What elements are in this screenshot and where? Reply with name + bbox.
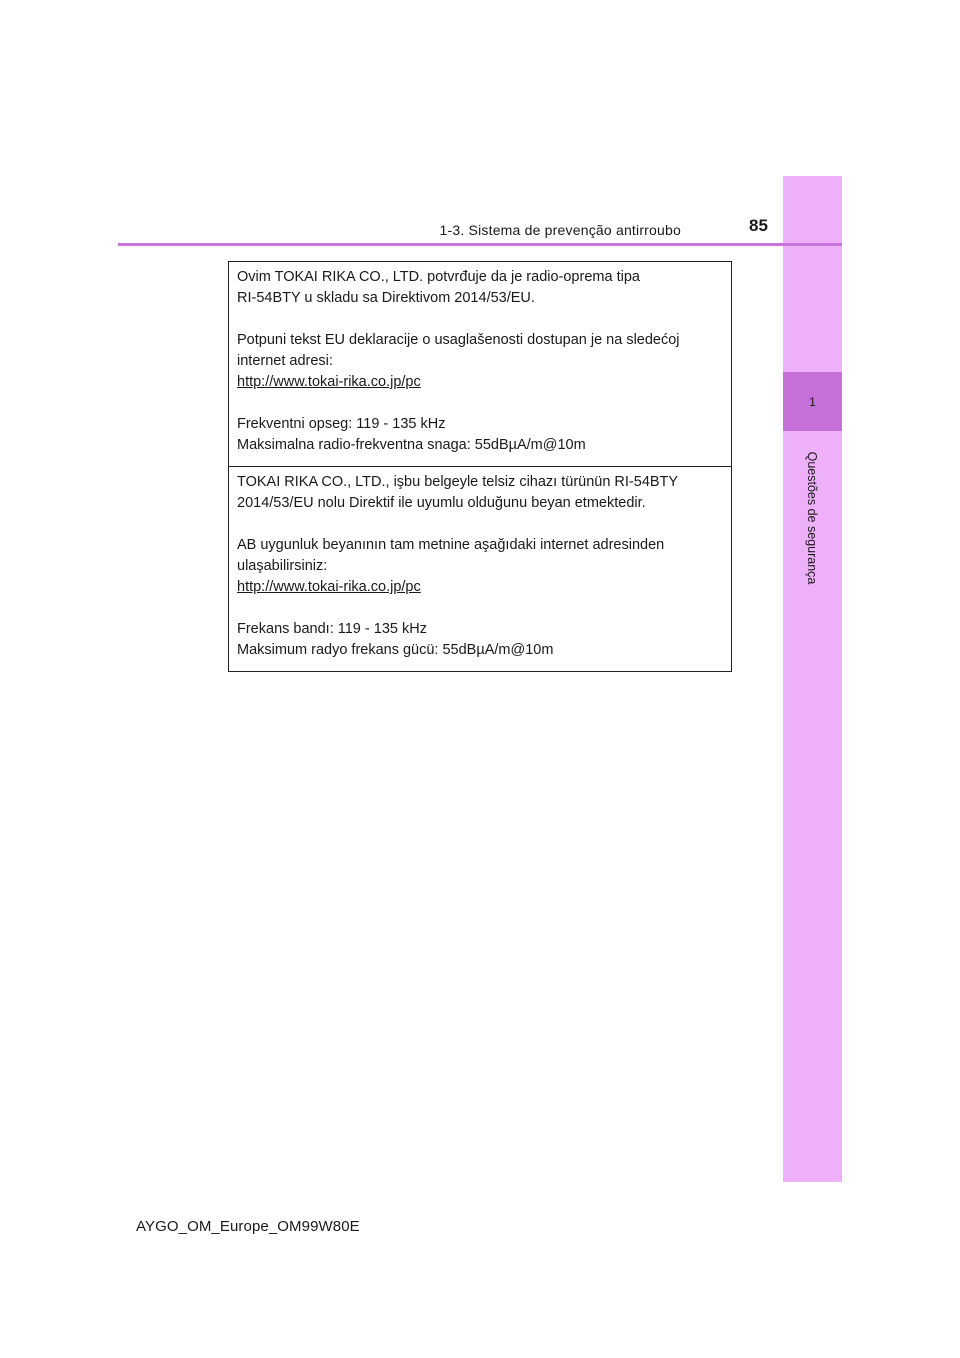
declaration-text: Ovim TOKAI RIKA CO., LTD. potvrđuje da je radio-oprema tipa <box>237 269 640 285</box>
declaration-text: TOKAI RIKA CO., LTD., işbu belgeyle telsiz cihazı türünün RI-54BTY <box>237 474 679 490</box>
frequency-text: Frekans bandı: 119 - 135 kHz <box>237 621 427 637</box>
declaration-text: ulaşabilirsiniz: <box>237 558 328 574</box>
declaration-link[interactable]: http://www.tokai-rika.co.jp/pc <box>237 579 421 595</box>
side-tab <box>783 176 842 1182</box>
header-rule <box>118 243 842 246</box>
document-footer: AYGO_OM_Europe_OM99W80E <box>136 1218 360 1235</box>
declaration-text: 2014/53/EU nolu Direktif ile uyumlu olduğunu beyan etmektedir. <box>237 495 646 511</box>
chapter-number: 1 <box>809 394 816 409</box>
section-title: 1-3. Sistema de prevenção antirroubo <box>439 222 681 238</box>
chapter-title: Questões de segurança <box>805 451 819 585</box>
declaration-text: AB uygunluk beyanının tam metnine aşağıdaki internet adresinden <box>237 537 665 553</box>
declaration-box <box>228 261 732 672</box>
declaration-text: internet adresi: <box>237 353 333 369</box>
declaration-link[interactable]: http://www.tokai-rika.co.jp/pc <box>237 374 421 390</box>
declaration-text: RI-54BTY u skladu sa Direktivom 2014/53/EU. <box>237 290 535 306</box>
chapter-number-box <box>783 372 842 431</box>
declaration-text: Potpuni tekst EU deklaracije o usaglašenosti dostupan je na sledećoj <box>237 332 680 348</box>
page-number: 85 <box>749 216 768 235</box>
power-text: Maksimum radyo frekans gücü: 55dBµA/m@10m <box>237 642 554 658</box>
declaration-block-serbian <box>229 262 731 466</box>
power-text: Maksimalna radio-frekventna snaga: 55dBµA/m@10m <box>237 437 586 453</box>
declaration-block-turkish <box>229 466 731 671</box>
frequency-text: Frekventni opseg: 119 - 135 kHz <box>237 416 446 432</box>
